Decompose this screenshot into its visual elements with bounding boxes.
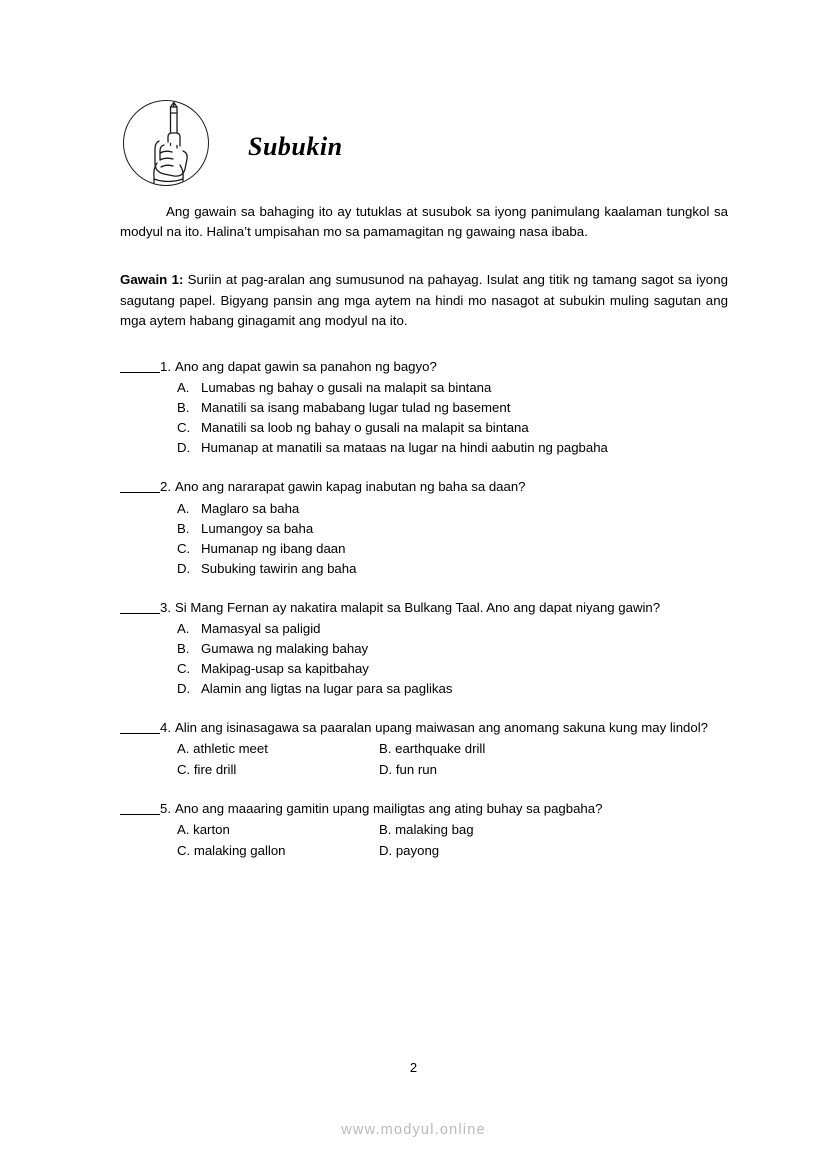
option-list bbox=[120, 499, 728, 579]
option-text: Manatili sa loob ng bahay o gusali na malapit sa bintana bbox=[201, 420, 529, 436]
option-item[interactable] bbox=[120, 499, 728, 519]
question-text: Alin ang isinasagawa sa paaralan upang maiwasan ang anomang sakuna kung may lindol? bbox=[175, 720, 708, 736]
gawain-instruction bbox=[120, 270, 728, 331]
option-item[interactable] bbox=[120, 639, 728, 659]
option-item[interactable] bbox=[120, 760, 728, 780]
question-stem bbox=[120, 477, 728, 496]
option-text: Lumangoy sa baha bbox=[201, 520, 314, 536]
answer-blank[interactable] bbox=[120, 480, 160, 493]
watermark: www.modyul.online bbox=[341, 1122, 486, 1138]
option-text: D. payong bbox=[379, 842, 440, 858]
option-text: B. malaking bag bbox=[379, 822, 474, 838]
question-text: Ano ang maaaring gamitin upang mailigtas ang ating buhay sa pagbaha? bbox=[175, 801, 603, 817]
option-item[interactable] bbox=[120, 418, 728, 438]
option-text: Subuking tawirin ang baha bbox=[201, 560, 357, 576]
option-list bbox=[120, 378, 728, 458]
option-item[interactable] bbox=[120, 659, 728, 679]
question-stem bbox=[120, 598, 728, 617]
option-letter: D. bbox=[177, 681, 191, 697]
option-list bbox=[120, 820, 728, 861]
question-stem bbox=[120, 718, 728, 737]
option-letter: A. bbox=[177, 500, 190, 516]
option-letter: A. bbox=[177, 380, 190, 396]
option-text: D. fun run bbox=[379, 761, 437, 777]
gawain-text: Suriin at pag-aralan ang sumusunod na pahayag. Isulat ang titik ng tamang sagot sa iyong sagutang papel. Bigyang pansin ang mga aytem na hindi mo nasagot at subukin muling sagutan ang mga aytem habang ginagamit ang modyul na ito. bbox=[120, 272, 728, 328]
option-text: A. karton bbox=[177, 822, 230, 838]
question-number: 2. bbox=[160, 479, 171, 495]
question-number: 3. bbox=[160, 599, 171, 615]
option-item[interactable] bbox=[120, 519, 728, 539]
option-list bbox=[120, 739, 728, 780]
question-item bbox=[120, 598, 728, 699]
option-item[interactable] bbox=[120, 739, 728, 759]
question-number: 4. bbox=[160, 720, 171, 736]
question-text: Si Mang Fernan ay nakatira malapit sa Bulkang Taal. Ano ang dapat niyang gawin? bbox=[175, 599, 661, 615]
option-letter: C. bbox=[177, 420, 191, 436]
page-title: Subukin bbox=[248, 132, 343, 161]
answer-blank[interactable] bbox=[120, 802, 160, 815]
option-text: Alamin ang ligtas na lugar para sa paglikas bbox=[201, 681, 453, 697]
question-list bbox=[120, 357, 728, 861]
option-item[interactable] bbox=[120, 679, 728, 699]
option-text: Mamasyal sa paligid bbox=[201, 620, 321, 636]
option-letter: D. bbox=[177, 560, 191, 576]
option-letter: B. bbox=[177, 400, 190, 416]
answer-blank[interactable] bbox=[120, 360, 160, 373]
question-stem bbox=[120, 357, 728, 376]
option-item[interactable] bbox=[120, 619, 728, 639]
option-text: A. athletic meet bbox=[177, 741, 268, 757]
question-item bbox=[120, 718, 728, 780]
option-letter: B. bbox=[177, 520, 190, 536]
option-item[interactable] bbox=[120, 559, 728, 579]
page-content bbox=[120, 90, 728, 880]
page-number: 2 bbox=[409, 1060, 418, 1075]
intro-paragraph: Ang gawain sa bahaging ito ay tutuklas at susubok sa iyong panimulang kaalaman tungkol sa modyul na ito. Halina’t umpisahan mo sa pamamagitan ng gawaing nasa ibaba. bbox=[120, 204, 728, 240]
option-item[interactable] bbox=[120, 438, 728, 458]
option-text: C. malaking gallon bbox=[177, 842, 286, 858]
option-text: B. earthquake drill bbox=[379, 741, 486, 757]
option-letter: D. bbox=[177, 440, 191, 456]
question-item bbox=[120, 477, 728, 578]
option-letter: A. bbox=[177, 620, 190, 636]
question-item bbox=[120, 357, 728, 458]
question-number: 1. bbox=[160, 359, 171, 375]
answer-blank[interactable] bbox=[120, 721, 160, 734]
option-letter: B. bbox=[177, 641, 190, 656]
question-item bbox=[120, 799, 728, 861]
option-item[interactable] bbox=[120, 539, 728, 559]
option-item[interactable] bbox=[120, 378, 728, 398]
option-text: Gumawa ng malaking bahay bbox=[201, 641, 369, 656]
option-text: Makipag-usap sa kapitbahay bbox=[201, 661, 369, 677]
gawain-label: Gawain 1: bbox=[120, 272, 184, 288]
option-item[interactable] bbox=[120, 398, 728, 418]
answer-blank[interactable] bbox=[120, 601, 160, 614]
question-text: Ano ang dapat gawin sa panahon ng bagyo? bbox=[175, 359, 437, 375]
question-text: Ano ang nararapat gawin kapag inabutan ng baha sa daan? bbox=[175, 479, 526, 495]
option-list bbox=[120, 619, 728, 699]
option-letter: C. bbox=[177, 661, 191, 677]
option-text: Manatili sa isang mababang lugar tulad ng basement bbox=[201, 400, 511, 416]
option-text: C. fire drill bbox=[177, 761, 237, 777]
option-text: Humanap at manatili sa mataas na lugar na hindi aabutin ng pagbaha bbox=[201, 440, 608, 456]
option-text: Maglaro sa baha bbox=[201, 500, 300, 516]
option-item[interactable] bbox=[120, 820, 728, 840]
option-text: Lumabas ng bahay o gusali na malapit sa bintana bbox=[201, 380, 492, 396]
question-number: 5. bbox=[160, 801, 171, 817]
section-header bbox=[120, 90, 728, 202]
question-stem bbox=[120, 799, 728, 818]
hand-holding-pencil-icon bbox=[123, 100, 209, 186]
option-item[interactable] bbox=[120, 841, 728, 861]
option-text: Humanap ng ibang daan bbox=[201, 540, 346, 556]
option-letter: C. bbox=[177, 540, 191, 556]
